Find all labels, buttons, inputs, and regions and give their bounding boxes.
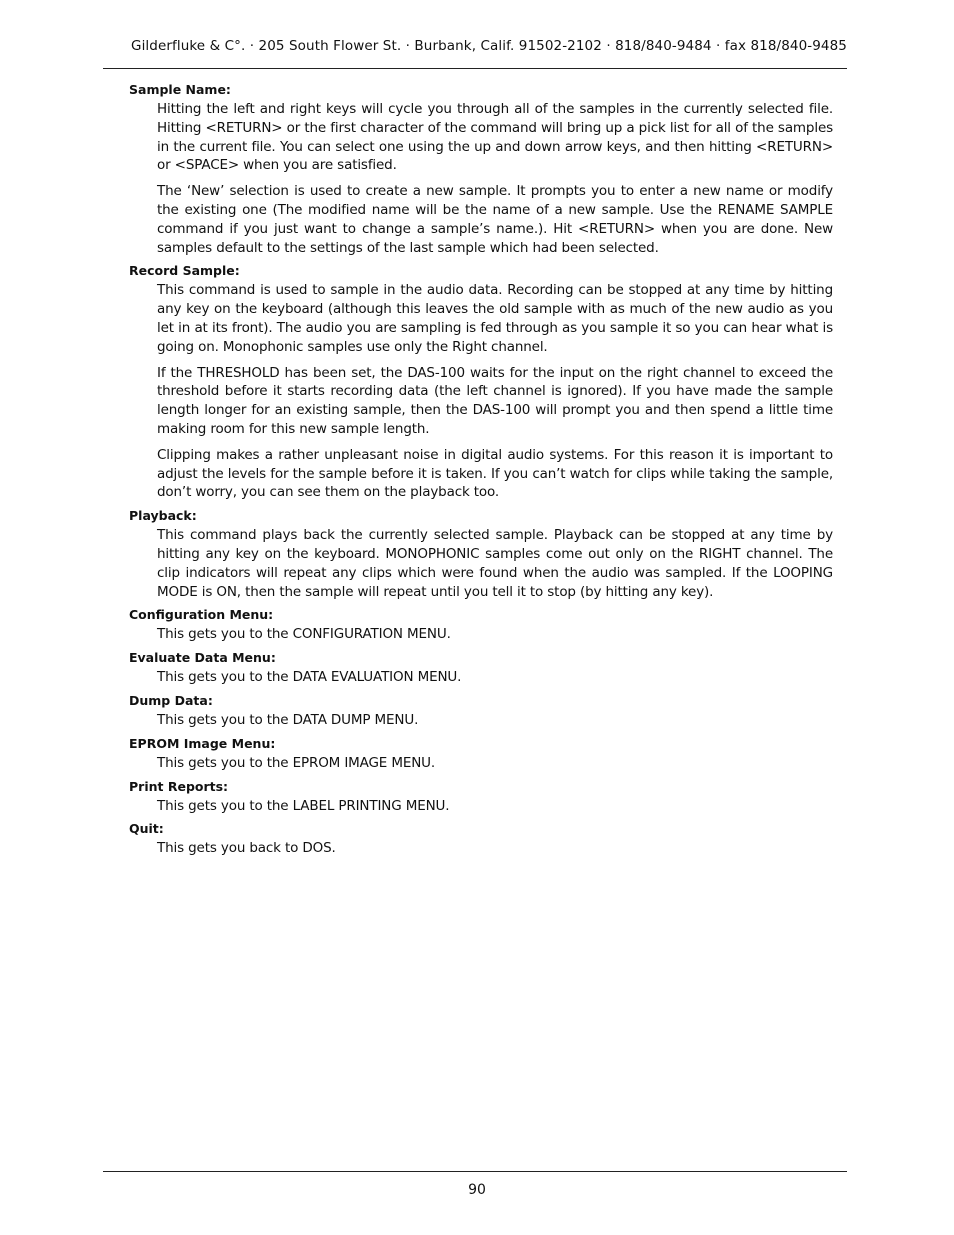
entry-title: Quit:: [129, 821, 164, 837]
entry-title: Record Sample:: [129, 263, 240, 279]
entry-paragraph: Clipping makes a rather unpleasant noise in digital audio systems. For this reason it is important to adjust the levels for the sample before it is taken. If you can’t watch for clips while taking the sample, don’t worry, you can see them on the playback too.: [157, 446, 833, 501]
entry-paragraph: If the THRESHOLD has been set, the DAS-100 waits for the input on the right channel to exceed the threshold before it starts recording data (the left channel is ignored). If you have made the sample length longer for an existing sample, then the DAS-100 will prompt you and then spend a little time making room for this new sample length.: [157, 364, 833, 437]
entry-title: Evaluate Data Menu:: [129, 650, 276, 666]
entry-paragraph: This gets you to the EPROM IMAGE MENU.: [157, 754, 436, 771]
entry-paragraph: This gets you back to DOS.: [157, 840, 336, 857]
entry-paragraph: Hitting the left and right keys will cycle you through all of the samples in the currently selected file. Hitting <RETURN> or the first character of the command will bring up a pick list for all of the samples in the current file. You can select one using the up and down arrow keys, and then hitting <RETURN> or <SPACE> when you are satisfied.: [157, 101, 833, 174]
entry-paragraph: This command is used to sample in the audio data. Recording can be stopped at any time by hitting any key on the keyboard (although this leaves the old sample with as much of the new audio as you let in at its front). The audio you are sampling is fed through as you sample it so you can hear what is going on. Monophonic samples use only the Right channel.: [157, 282, 833, 355]
entry-title: Dump Data:: [129, 692, 213, 708]
entry-title: Configuration Menu:: [129, 607, 274, 623]
page-number: 90: [468, 1182, 486, 1198]
entry-record-sample: [129, 263, 833, 502]
entry-paragraph: This gets you to the DATA DUMP MENU.: [157, 711, 419, 728]
footer-rule: [103, 1171, 847, 1172]
entry-evaluate-data-menu: [129, 650, 833, 687]
page-header: Gilderfluke & C°. · 205 South Flower St. · Burbank, Calif. 91502-2102 · 818/840-9484 · fax 818/840-9485: [131, 38, 847, 54]
entry-title: EPROM Image Menu:: [129, 735, 276, 751]
entry-configuration-menu: [129, 607, 833, 644]
entry-paragraph: This gets you to the DATA EVALUATION MENU.: [157, 669, 462, 686]
entry-paragraph: This command plays back the currently selected sample. Playback can be stopped at any time by hitting any key on the keyboard. MONOPHONIC samples come out only on the RIGHT channel. The clip indicators will repeat any clips which were found when the audio was sampled. If the LOOPING MODE is ON, then the sample will repeat until you tell it to stop (by hitting any key).: [157, 527, 833, 600]
entry-paragraph: The ‘New’ selection is used to create a new sample. It prompts you to enter a new name or modify the existing one (The modified name will be the name of a new sample. Use the RENAME SAMPLE command if you just want to change a sample’s name.). Hit <RETURN> when you are done. New samples default to the settings of the last sample which had been selected.: [157, 183, 833, 256]
entry-dump-data: [129, 693, 833, 730]
entry-title: Sample Name:: [129, 82, 231, 97]
entry-paragraph: This gets you to the CONFIGURATION MENU.: [157, 626, 451, 643]
document-body: [129, 82, 833, 864]
header-rule: [103, 68, 847, 69]
entry-title: Print Reports:: [129, 778, 229, 794]
entry-print-reports: [129, 779, 833, 816]
entry-sample-name: [129, 82, 833, 257]
entry-title: Playback:: [129, 508, 197, 524]
entry-eprom-image-menu: [129, 736, 833, 773]
entry-playback: [129, 508, 833, 601]
entry-quit: [129, 821, 833, 858]
entry-paragraph: This gets you to the LABEL PRINTING MENU.: [157, 797, 450, 814]
